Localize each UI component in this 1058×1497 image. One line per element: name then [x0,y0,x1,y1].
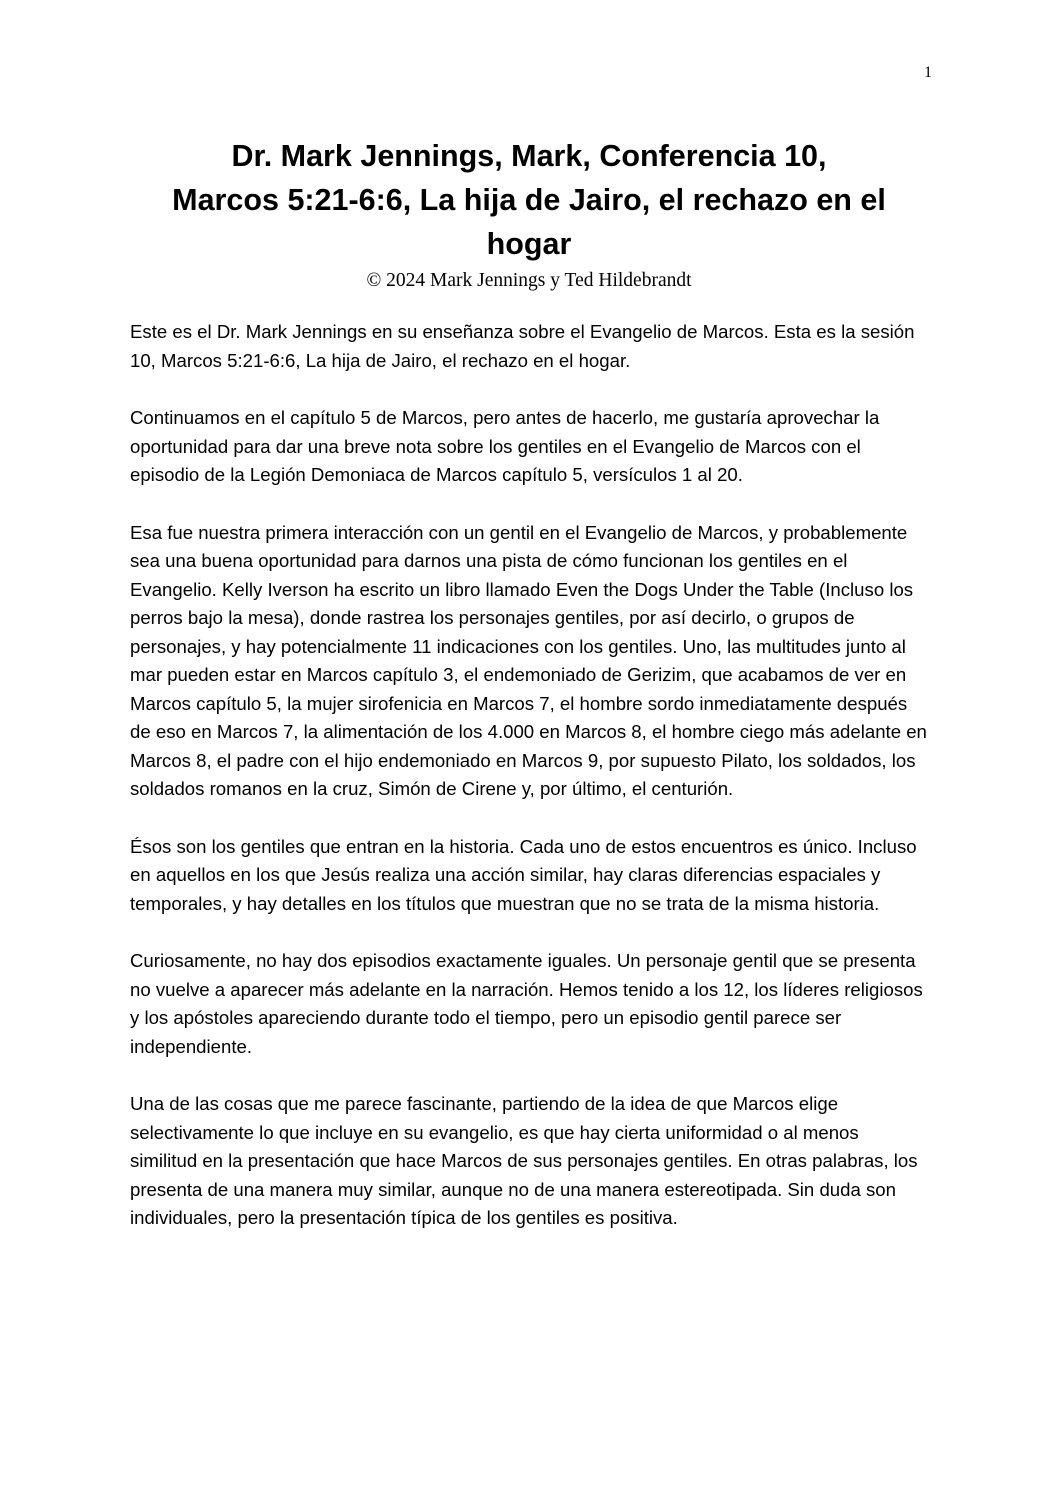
paragraph: Esa fue nuestra primera interacción con un gentil en el Evangelio de Marcos, y probablemente sea una buena oportunidad para darnos una pista de cómo funcionan los gentiles en el Evangelio. Kelly Iverson ha escrito un libro llamado Even the Dogs Under the Table (Incluso los perros bajo la mesa), donde rastrea los personajes gentiles, por así decirlo, o grupos de personajes, y hay potencialmente 11 indicaciones con los gentiles. Uno, las multitudes junto al mar pueden estar en Marcos capítulo 3, el endemoniado de Gerizim, que acabamos de ver en Marcos capítulo 5, la mujer sirofenicia en Marcos 7, el hombre sordo inmediatamente después de eso en Marcos 7, la alimentación de los 4.000 en Marcos 8, el hombre ciego más adelante en Marcos 8, el padre con el hijo endemoniado en Marcos 9, por supuesto Pilato, los soldados, los soldados romanos en la cruz, Simón de Cirene y, por último, el centurión. [130,521,927,799]
title-line: hogar [486,227,572,261]
title-line: Marcos 5:21-6:6, La hija de Jairo, el rechazo en el [172,183,886,217]
paragraph: Continuamos en el capítulo 5 de Marcos, pero antes de hacerlo, me gustaría aprovechar la oportunidad para dar una breve nota sobre los gentiles en el Evangelio de Marcos con el episodio de la Legión Demoniaca de Marcos capítulo 5, versículos 1 al 20. [130,407,880,485]
paragraph: Curiosamente, no hay dos episodios exactamente iguales. Un personaje gentil que se presenta no vuelve a aparecer más adelante en la narración. Hemos tenido a los 12, los líderes religiosos y los apóstoles apareciendo durante todo el tiempo, pero un episodio gentil parece ser independiente. [130,950,923,1057]
page-number: 1 [924,64,932,81]
paragraph: Este es el Dr. Mark Jennings en su enseñanza sobre el Evangelio de Marcos. Esta es la sesión 10, Marcos 5:21-6:6, La hija de Jairo, el rechazo en el hogar. [130,321,915,371]
document-title [100,134,958,266]
copyright-line: © 2024 Mark Jennings y Ted Hildebrandt [366,270,692,291]
paragraph: Ésos son los gentiles que entran en la historia. Cada uno de estos encuentros es único. Incluso en aquellos en los que Jesús realiza una acción similar, hay claras diferencias espaciales y temporales, y hay detalles en los títulos que muestran que no se trata de la misma historia. [130,835,917,914]
paragraph: Una de las cosas que me parece fascinante, partiendo de la idea de que Marcos elige selectivamente lo que incluye en su evangelio, es que hay cierta uniformidad o al menos similitud en la presentación que hace Marcos de sus personajes gentiles. En otras palabras, los presenta de una manera muy similar, aunque no de una manera estereotipada. Sin duda son individuales, pero la presentación típica de los gentiles es positiva. [130,1093,918,1228]
document-body [130,318,930,1262]
title-line: Dr. Mark Jennings, Mark, Conferencia 10, [231,139,827,173]
